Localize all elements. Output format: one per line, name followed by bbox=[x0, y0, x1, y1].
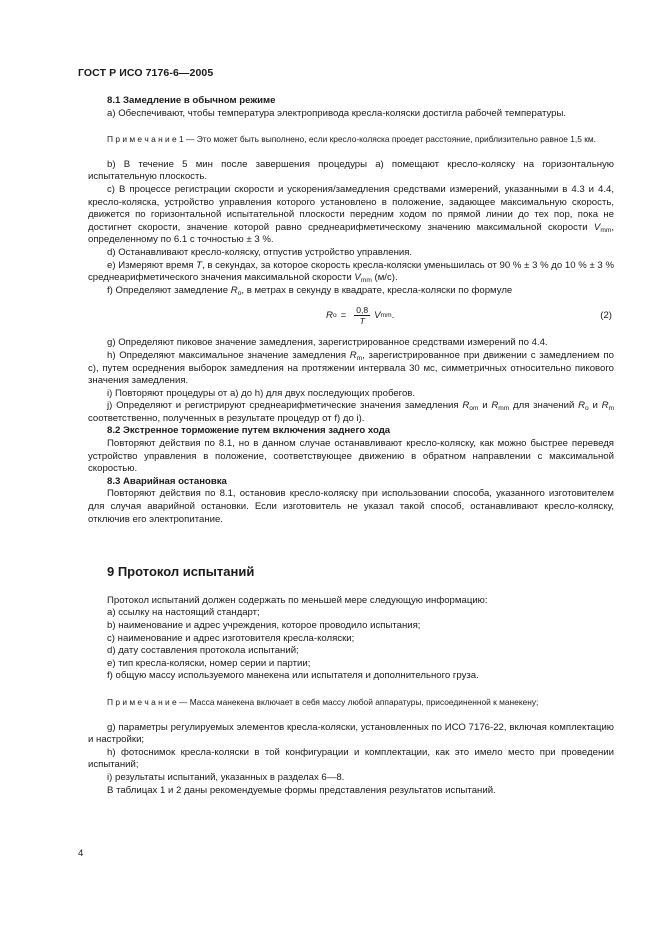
section-9-intro: Протокол испытаний должен содержать по меньшей мере следующую информацию: bbox=[107, 594, 488, 606]
list-item-c: c) наименование и адрес изготовителя кресла-коляски; bbox=[107, 632, 355, 644]
page-number: 4 bbox=[78, 848, 84, 859]
section-9-final: В таблицах 1 и 2 даны рекомендуемые формы представления результатов испытаний. bbox=[107, 784, 496, 796]
note-1: П р и м е ч а н и е 1 — Это может быть выполнено, если кресло-коляска проедет расстояние, приблизительно равное 1,5 км. bbox=[107, 134, 596, 145]
list-item-f: f) общую массу используемого манекена или испытателя и дополнительного груза. bbox=[107, 670, 479, 682]
list-item-g: g) параметры регулируемых элементов кресла-коляски, установленных по ИСО 7176-22, включая комплектацию и настройки; bbox=[88, 721, 614, 746]
document-body bbox=[88, 95, 614, 797]
section-9-title: 9 Протокол испытаний bbox=[107, 564, 255, 580]
item-8-1-g: g) Определяют пиковое значение замедления, зарегистрированное средствами измерений по 4.4. bbox=[107, 337, 548, 349]
item-8-1-c: c) В процессе регистрации скорости и ускорения/замедления средствами измерений, указанными в 4.3 и 4.4, кресло-коляска, устройство управления которого установлено в положение, задающее максимальную скорость, движется по горизонтальной испытательной плоскости передним ходом по прямой линии до тех пор, пока не достигнет скорости, значение которой равно среднеарифметическому значению максимальной скорости $V_{mm}$, определенному по 6.1 с точностью ± 3 %. bbox=[88, 183, 614, 246]
formula-2: R o = $\frac{0,8}{T}$ V mm . (2) bbox=[326, 305, 612, 327]
item-8-1-j: j) Определяют и регистрируют среднеарифметические значения замедления $R_{om}$ и $R_{mm}$ для значений $R_o$ и $R_m$ соответственно, полученных в результате процедур от f) до i). bbox=[88, 400, 614, 424]
formula-number: (2) bbox=[600, 310, 612, 322]
item-8-1-i: i) Повторяют процедуры от а) до h) для двух последующих пробегов. bbox=[107, 387, 416, 399]
list-item-b: b) наименование и адрес учреждения, которое проводило испытания; bbox=[107, 620, 421, 631]
subsection-8-2-heading: 8.2 Экстренное торможение путем включения заднего хода bbox=[107, 425, 391, 437]
list-item-i: i) результаты испытаний, указанных в разделах 6—8. bbox=[107, 771, 345, 783]
subsection-8-3-text: Повторяют действия по 8.1, остановив кресло-коляску при использовании способа, указанного изготовителем для случая аварийной остановки. Если изготовитель не указал такой способ, останавливают кресло-коляску, отключив его электропитание. bbox=[88, 488, 614, 525]
subsection-8-1-heading: 8.1 Замедление в обычном режиме bbox=[107, 95, 276, 106]
list-item-h: h) фотоснимок кресла-коляски в той конфигурации и комплектации, как это имело место при проведении испытаний; bbox=[88, 746, 614, 771]
item-8-1-h: h) Определяют максимальное значение замедления $R_m$, зарегистрированное при движении с замедлением по с), путем осреднения выборок замедления на протяжении интервала 30 мс, симметричных относительно пикового значения замедления. bbox=[88, 349, 615, 387]
item-8-1-b: b) В течение 5 мин после завершения процедуры а) помещают кресло-коляску на горизонтальную испытательную плоскость. bbox=[88, 158, 614, 183]
item-8-1-a: а) Обеспечивают, чтобы температура электропривода кресла-коляски достигла рабочей температуры. bbox=[107, 107, 567, 119]
subsection-8-3-heading: 8.3 Аварийная остановка bbox=[107, 475, 227, 487]
note-section-9: П р и м е ч а н и е — Масса манекена включает в себя массу любой аппаратуры, присоединенной к манекену; bbox=[107, 696, 539, 707]
list-item-a: а) ссылку на настоящий стандарт; bbox=[107, 607, 260, 619]
formula-fraction: $\frac{0,8}{T}$ bbox=[356, 305, 369, 327]
item-8-1-d: d) Останавливают кресло-коляску, отпустив устройство управления. bbox=[107, 246, 413, 258]
subsection-8-2-text: Повторяют действия по 8.1, но в данном случае останавливают кресло-коляску, как можно быстрее переведя устройство управления в положение, соответствующее движению в обратном направлении с максимальной скоростью. bbox=[88, 438, 614, 475]
item-8-1-f: f) Определяют замедление $R_o$, в метрах в секунду в квадрате, кресла-коляски по формуле bbox=[107, 284, 513, 297]
item-8-1-e: е) Измеряют время T, в секундах, за которое скорость кресла-коляски уменьшилась от 90 % ± 3 % до 10 % ± 3 % среднеарифметического значения максимальной скорости $V_{mm}$ (м/с). bbox=[88, 259, 614, 285]
document-header: ГОСТ Р ИСО 7176-6—2005 bbox=[78, 67, 214, 79]
list-item-e: е) тип кресла-коляски, номер серии и партии; bbox=[107, 657, 311, 669]
list-item-d: d) дату составления протокола испытаний; bbox=[107, 645, 299, 657]
